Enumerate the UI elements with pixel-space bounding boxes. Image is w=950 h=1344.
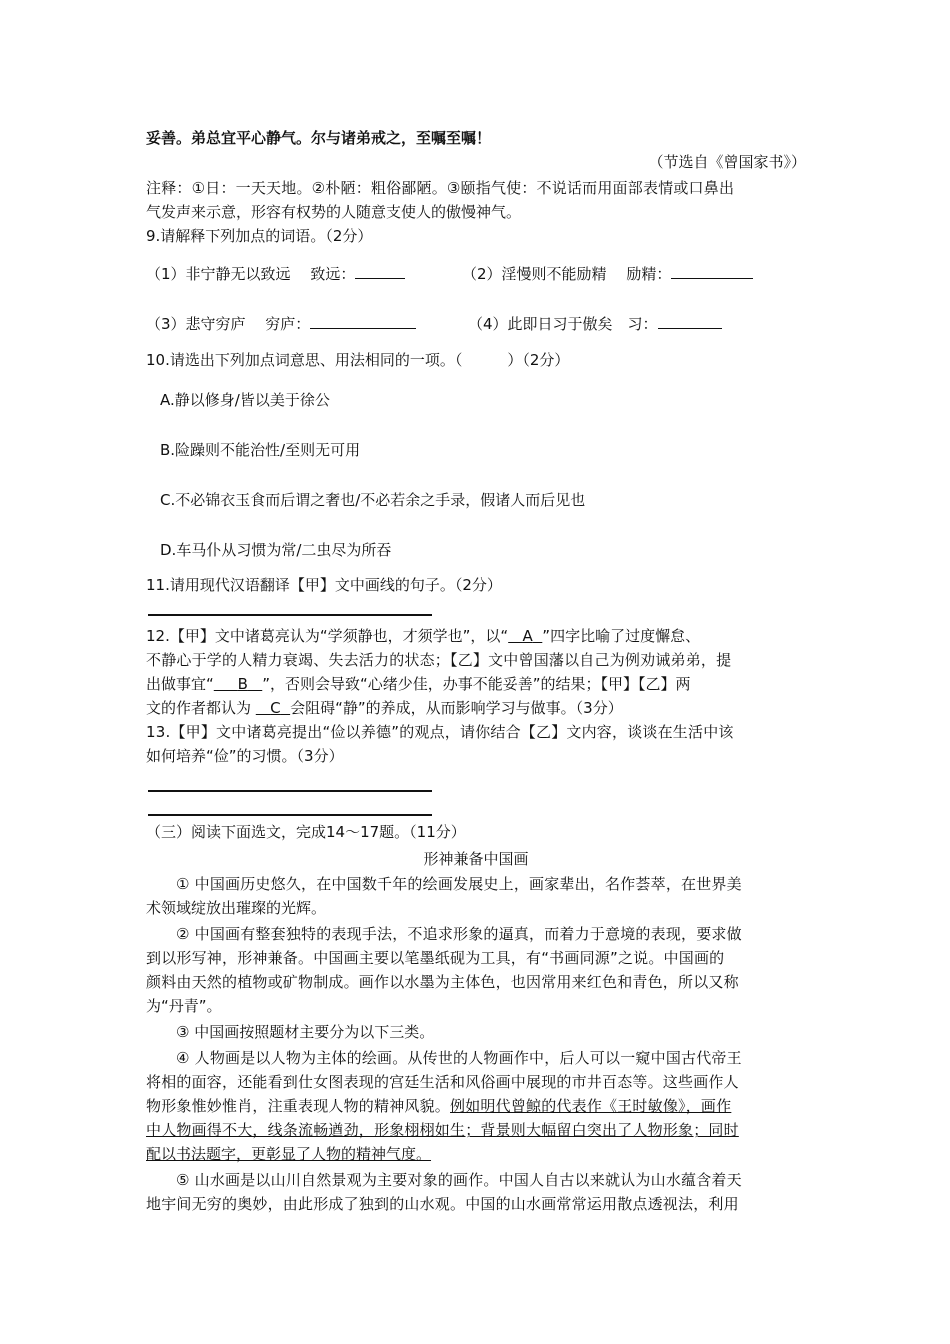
q12-blank-b[interactable] — [214, 675, 262, 693]
q12-line-3b: ”，否则会导致“心绪少佳，办事不能妥善”的结果；【甲】【乙】两 — [262, 675, 691, 693]
q9-item-4-text: （4）此即日习于傲矣 习： — [468, 315, 658, 333]
p2-line-4: 为“丹青”。 — [146, 997, 222, 1015]
q13-line-2: 如何培养“俭”的习惯。（3分） — [146, 747, 344, 765]
q9-item-2-blank[interactable] — [671, 262, 753, 279]
p4-line-1: ④ 人物画是以人物为主体的绘画。从传世的人物画作中，后人可以一窥中国古代帝王 — [176, 1049, 742, 1067]
q9-item-1-blank[interactable] — [355, 262, 405, 279]
q10-option-c[interactable]: C.不必锦衣玉食而后谓之奢也/不必若余之手录，假诸人而后见也 — [160, 491, 586, 509]
q12-line-1 — [146, 624, 700, 648]
q12-blank-b-text: B — [237, 675, 248, 693]
q12-blank-c[interactable] — [256, 699, 290, 717]
q12-line-1a: 12.【甲】文中诸葛亮认为“学须静也，才须学也”，以“ — [146, 627, 509, 645]
yi-text-tail: 妥善。弟总宜平心静气。尔与诸弟戒之，至嘱至嘱！ — [146, 129, 492, 147]
q11-stem: 11.请用现代汉语翻译【甲】文中画线的句子。（2分） — [146, 576, 502, 594]
section3-heading: （三）阅读下面选文，完成14～17题。（11分） — [146, 823, 466, 841]
q13-answer-line-1[interactable] — [148, 790, 432, 792]
q9-item-3-blank[interactable] — [310, 312, 416, 329]
q12-line-4b: 会阻碍“静”的养成，从而影响学习与做事。（3分） — [290, 699, 623, 717]
q12-line-2: 不静心于学的人精力衰竭、失去活力的状态；【乙】文中曾国藩以自己为例劝诫弟弟，提 — [146, 651, 732, 669]
q12-line-1b: ”四字比喻了过度懈怠、 — [542, 627, 701, 645]
p5-line-2: 地宇间无穷的奥妙，由此形成了独到的山水观。中国的山水画常常运用散点透视法，利用 — [146, 1195, 739, 1213]
q12-line-3 — [146, 672, 691, 696]
q9-item-2 — [462, 262, 753, 286]
p4-underlined-3: 配以书法题字，更彰显了人物的精神气度。 — [146, 1145, 432, 1163]
p1-line-2: 术领域绽放出璀璨的光辉。 — [146, 899, 327, 917]
article-title: 形神兼备中国画 — [423, 850, 529, 868]
q12-blank-c-text: C — [270, 699, 281, 717]
p4-underlined-1: 例如明代曾鲸的代表作《王时敏像》，画作 — [450, 1097, 732, 1115]
q12-line-3a: 出做事宜“ — [146, 675, 214, 693]
q9-item-4 — [468, 312, 722, 336]
p4-underlined-2: 中人物画得不大，线条流畅遒劲，形象栩栩如生；背景则大幅留白突出了人物形象；同时 — [146, 1121, 739, 1139]
q12-line-4a: 文的作者都认为 — [146, 699, 256, 717]
q9-stem: 9.请解释下列加点的词语。（2分） — [146, 227, 373, 245]
source-note: （节选自《曾国家书》） — [648, 153, 806, 171]
p3: ③ 中国画按照题材主要分为以下三类。 — [176, 1023, 435, 1041]
q9-item-1 — [146, 262, 405, 286]
p2-line-3: 颜料由天然的植物或矿物制成。画作以水墨为主体色，也因常用来红色和青色，所以又称 — [146, 973, 739, 991]
p4-line-2: 将相的面容，还能看到仕女图表现的宫廷生活和风俗画中展现的市井百态等。这些画作人 — [146, 1073, 739, 1091]
q11-answer-line[interactable] — [148, 614, 432, 616]
q9-item-3 — [146, 312, 416, 336]
q12-blank-a[interactable] — [508, 627, 542, 645]
q9-item-4-blank[interactable] — [658, 312, 722, 329]
annotation-line-2: 气发声来示意，形容有权势的人随意支使人的傲慢神气。 — [146, 203, 522, 221]
q10-option-b[interactable]: B.险躁则不能治性/至则无可用 — [160, 441, 361, 459]
q9-item-3-text: （3）悲守穷庐 穷庐： — [146, 315, 311, 333]
p2-line-2: 到以形写神，形神兼备。中国画主要以笔墨纸砚为工具，有“书画同源”之说。中国画的 — [146, 949, 725, 967]
q12-line-4 — [146, 696, 623, 720]
q10-option-d[interactable]: D.车马仆从习惯为常/二虫尽为所吞 — [160, 541, 392, 559]
q10-option-a[interactable]: A.静以修身/皆以美于徐公 — [160, 391, 330, 409]
p4-line-3 — [146, 1094, 806, 1118]
q9-item-2-text: （2）淫慢则不能励精 励精： — [462, 265, 672, 283]
q13-answer-line-2[interactable] — [148, 814, 432, 816]
q10-stem: 10.请选出下列加点词意思、用法相同的一项。（ ）（2分） — [146, 351, 570, 369]
p2-line-1: ② 中国画有整套独特的表现手法，不追求形象的逼真，而着力于意境的表现，要求做 — [176, 925, 742, 943]
q13-line-1: 13.【甲】文中诸葛亮提出“俭以养德”的观点，请你结合【乙】文内容，谈谈在生活中该 — [146, 723, 734, 741]
annotation-line-1: 注释：①日：一天天地。②朴陋：粗俗鄙陋。③颐指气使：不说话而用面部表情或口鼻出 — [146, 179, 735, 197]
p1-line-1: ① 中国画历史悠久，在中国数千年的绘画发展史上，画家辈出，名作荟萃，在世界美 — [176, 875, 742, 893]
q9-item-1-text: （1）非宁静无以致远 致远： — [146, 265, 356, 283]
q12-blank-a-text: A — [522, 627, 533, 645]
p5-line-1: ⑤ 山水画是以山川自然景观为主要对象的画作。中国人自古以来就认为山水蕴含着天 — [176, 1171, 742, 1189]
p4-line-3-text: 物形象惟妙惟肖，注重表现人物的精神风貌。 — [146, 1097, 451, 1115]
